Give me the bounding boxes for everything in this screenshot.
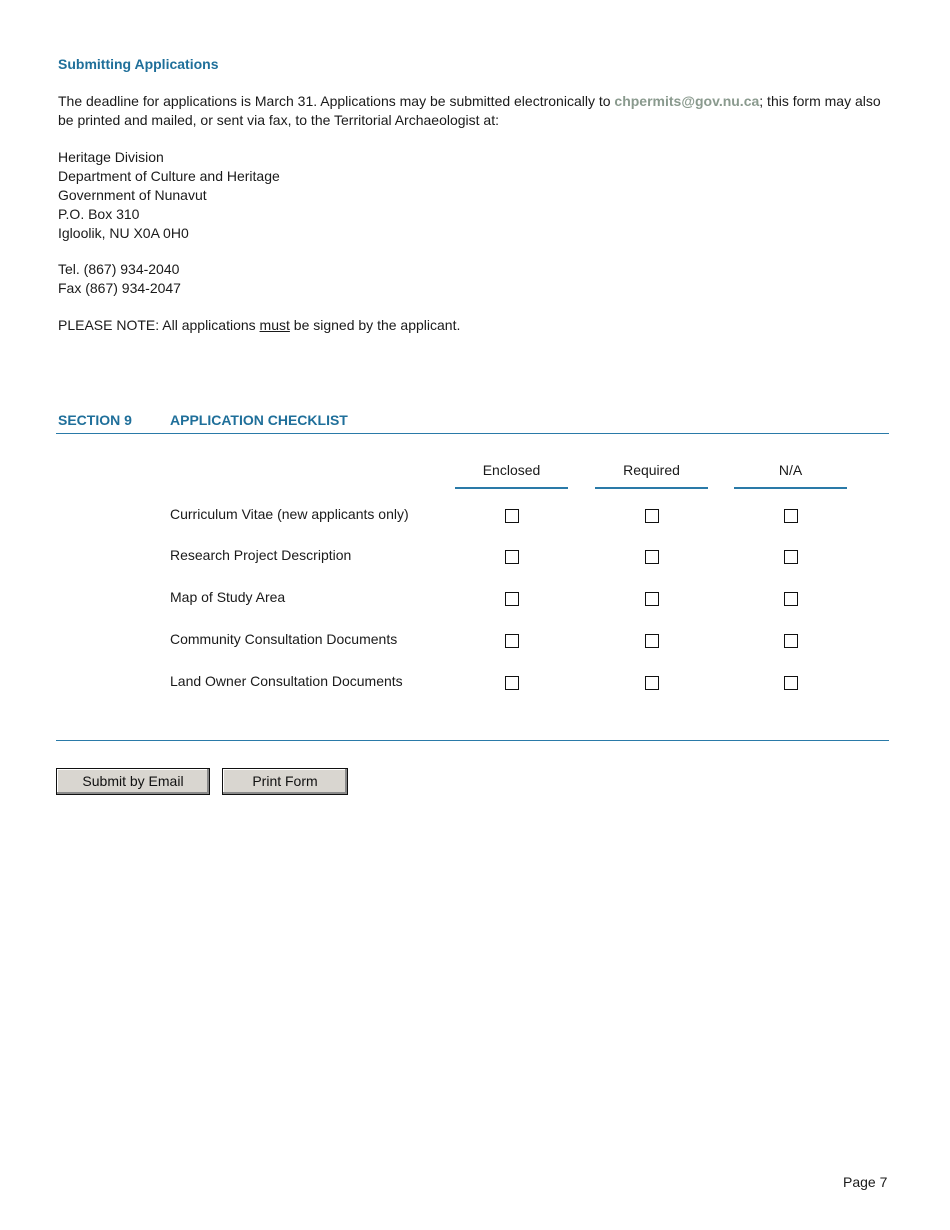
checkbox-cv-required[interactable] — [645, 509, 659, 523]
paragraph-text-end: ; this form may also be printed and mailed, or sent via fax, to the Territorial Archaeologist at: — [58, 93, 881, 128]
signature-note — [58, 316, 460, 335]
section-title: APPLICATION CHECKLIST — [170, 412, 348, 428]
email-link[interactable]: chpermits@gov.nu.ca — [614, 93, 760, 109]
checklist-row-label: Map of Study Area — [170, 589, 286, 605]
note-text-start: PLEASE NOTE: All applications — [58, 317, 260, 333]
checkbox-community-consultation-na[interactable] — [784, 634, 798, 648]
checklist-row-label: Community Consultation Documents — [170, 631, 398, 647]
checkbox-project-description-required[interactable] — [645, 550, 659, 564]
checkbox-study-map-required[interactable] — [645, 592, 659, 606]
checklist-row-label: Research Project Description — [170, 547, 352, 563]
submit-by-email-button[interactable]: Submit by Email — [56, 768, 210, 795]
checklist-row-label: Curriculum Vitae (new applicants only) — [170, 506, 409, 522]
note-emphasis: must — [259, 317, 290, 333]
print-form-button[interactable]: Print Form — [222, 768, 348, 795]
checkbox-study-map-na[interactable] — [784, 592, 798, 606]
paragraph-text-start: The deadline for applications is March 31. Applications may be submitted electronically to — [58, 93, 615, 109]
checkbox-land-owner-consultation-required[interactable] — [645, 676, 659, 690]
address-line: Department of Culture and Heritage — [58, 168, 280, 184]
contact-numbers — [58, 260, 181, 298]
page-number: Page 7 — [843, 1174, 888, 1190]
fax: Fax (867) 934-2047 — [58, 280, 181, 296]
submission-paragraph — [58, 92, 898, 130]
address-line: Igloolik, NU X0A 0H0 — [58, 225, 189, 241]
column-underline — [455, 487, 568, 489]
column-header-enclosed: Enclosed — [482, 462, 541, 478]
checkbox-cv-na[interactable] — [784, 509, 798, 523]
mailing-address — [58, 148, 280, 243]
checkbox-project-description-enclosed[interactable] — [505, 550, 519, 564]
section-divider-bottom — [56, 740, 889, 741]
address-line: Government of Nunavut — [58, 187, 207, 203]
telephone: Tel. (867) 934-2040 — [58, 261, 180, 277]
checkbox-community-consultation-enclosed[interactable] — [505, 634, 519, 648]
section-heading-submitting: Submitting Applications — [58, 56, 219, 72]
column-header-na: N/A — [778, 462, 803, 478]
checklist-row-label: Land Owner Consultation Documents — [170, 673, 403, 689]
section-number: SECTION 9 — [58, 412, 132, 428]
checkbox-land-owner-consultation-na[interactable] — [784, 676, 798, 690]
checkbox-study-map-enclosed[interactable] — [505, 592, 519, 606]
note-text-end: be signed by the applicant. — [289, 317, 461, 333]
address-line: P.O. Box 310 — [58, 206, 140, 222]
column-underline — [734, 487, 847, 489]
checkbox-community-consultation-required[interactable] — [645, 634, 659, 648]
column-header-required: Required — [623, 462, 680, 478]
checkbox-cv-enclosed[interactable] — [505, 509, 519, 523]
column-underline — [595, 487, 708, 489]
section-divider-top — [56, 433, 889, 434]
address-line: Heritage Division — [58, 149, 164, 165]
checkbox-land-owner-consultation-enclosed[interactable] — [505, 676, 519, 690]
checkbox-project-description-na[interactable] — [784, 550, 798, 564]
